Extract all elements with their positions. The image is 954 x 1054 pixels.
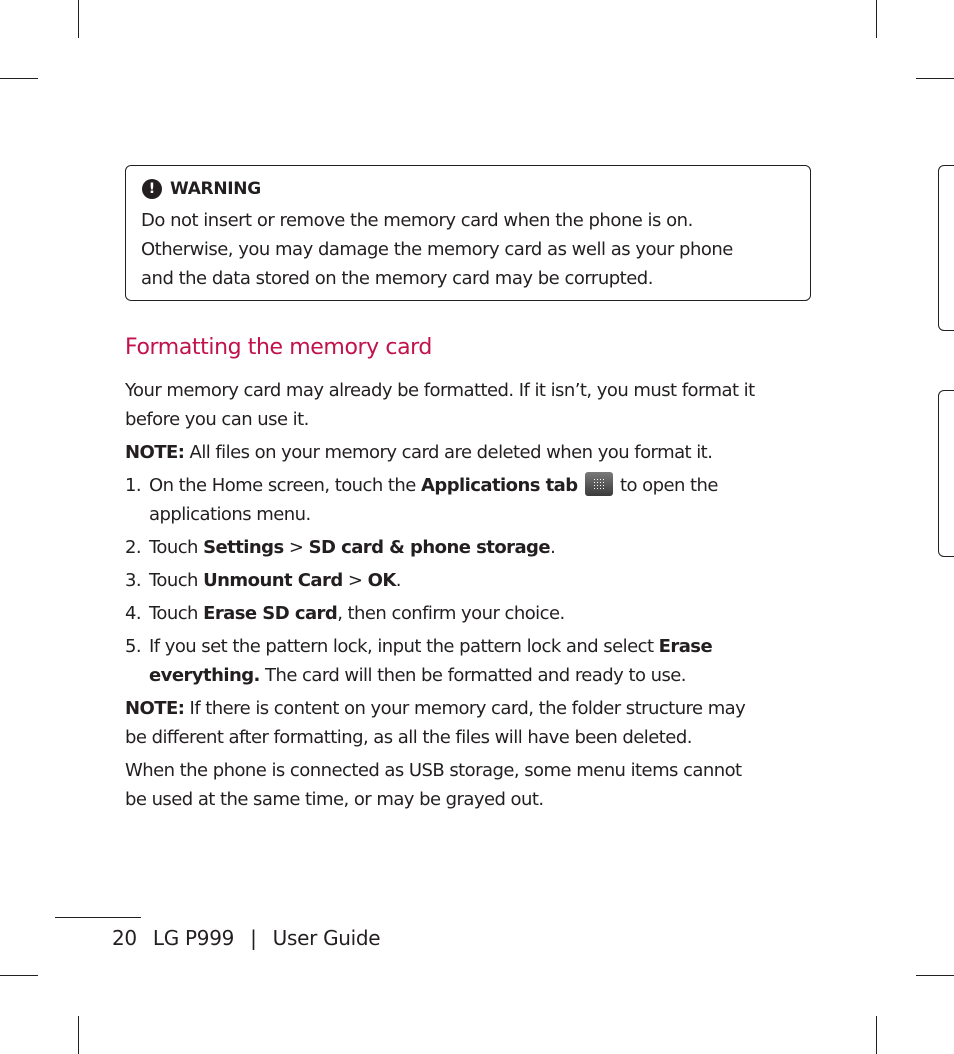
step-bold: everything. [149,665,260,686]
exclamation-icon: ! [142,179,162,199]
step-item [125,471,825,529]
section-body [125,376,825,814]
warning-text [141,206,791,293]
crop-mark [0,78,38,79]
step-bold: Erase SD card [203,603,338,624]
step-text: Touch [149,570,204,591]
intro-paragraph [125,376,825,434]
closing-line: When the phone is connected as USB storage, some menu items cannot [125,760,742,781]
crop-mark [78,1016,79,1054]
crop-mark [0,975,38,976]
step-item [125,533,825,562]
adjacent-page-box [938,390,954,557]
step-text: The card will then be formatted and ready to use. [259,665,686,686]
adjacent-page-box [938,165,954,331]
section-title: Formatting the memory card [125,335,432,360]
model-name: LG P999 [152,926,235,950]
crop-mark [916,78,954,79]
note-text: All files on your memory card are deleted when you format it. [184,442,713,463]
intro-line: Your memory card may already be formatted. If it isn’t, you must format it [125,380,755,401]
step-text: Touch [149,537,204,558]
step-bold: Unmount Card [203,570,343,591]
note-paragraph [125,694,825,752]
step-text: If you set the pattern lock, input the pattern lock and select [149,636,659,657]
footer-rule [55,917,141,918]
warning-line: Otherwise, you may damage the memory card as well as your phone [141,239,733,260]
step-number: 2. [125,537,142,558]
step-number: 4. [125,603,142,624]
step-item [125,566,825,595]
note-text: be different after formatting, as all the files will have been deleted. [125,727,692,748]
warning-header [142,178,261,200]
crop-mark [78,0,79,38]
step-text: . [550,537,556,558]
step-item [125,599,825,628]
step-bold: Applications tab [420,475,578,496]
step-text: . [395,570,401,591]
crop-mark [876,1016,877,1054]
closing-line: be used at the same time, or may be grayed out. [125,789,544,810]
note-label: NOTE: [125,442,185,463]
steps-list [125,471,825,690]
guide-title: User Guide [272,926,381,950]
closing-paragraph [125,756,825,814]
step-text: > [283,537,309,558]
step-item [125,632,825,690]
step-number: 3. [125,570,142,591]
step-text: Touch [149,603,204,624]
intro-line: before you can use it. [125,409,309,430]
step-bold: OK [367,570,396,591]
note-label: NOTE: [125,698,185,719]
crop-mark [876,0,877,38]
warning-line: Do not insert or remove the memory card when the phone is on. [141,210,693,231]
step-bold: Settings [203,537,284,558]
step-number: 5. [125,636,142,657]
footer-separator: | [250,926,257,950]
note-text: If there is content on your memory card, the folder structure may [184,698,746,719]
warning-line: and the data stored on the memory card may be corrupted. [141,268,653,289]
step-text: to open the [614,475,718,496]
warning-box [125,165,811,301]
step-text: On the Home screen, touch the [149,475,421,496]
page-footer [112,926,390,950]
page-number: 20 [112,926,137,950]
step-bold: SD card & phone storage [308,537,551,558]
crop-mark [916,975,954,976]
step-number: 1. [125,475,142,496]
step-text: , then confirm your choice. [337,603,565,624]
step-text: > [342,570,368,591]
warning-title: WARNING [170,179,261,199]
note-paragraph [125,438,825,467]
step-text: applications menu. [149,504,311,525]
applications-grid-icon [585,472,613,496]
step-bold: Erase [658,636,713,657]
